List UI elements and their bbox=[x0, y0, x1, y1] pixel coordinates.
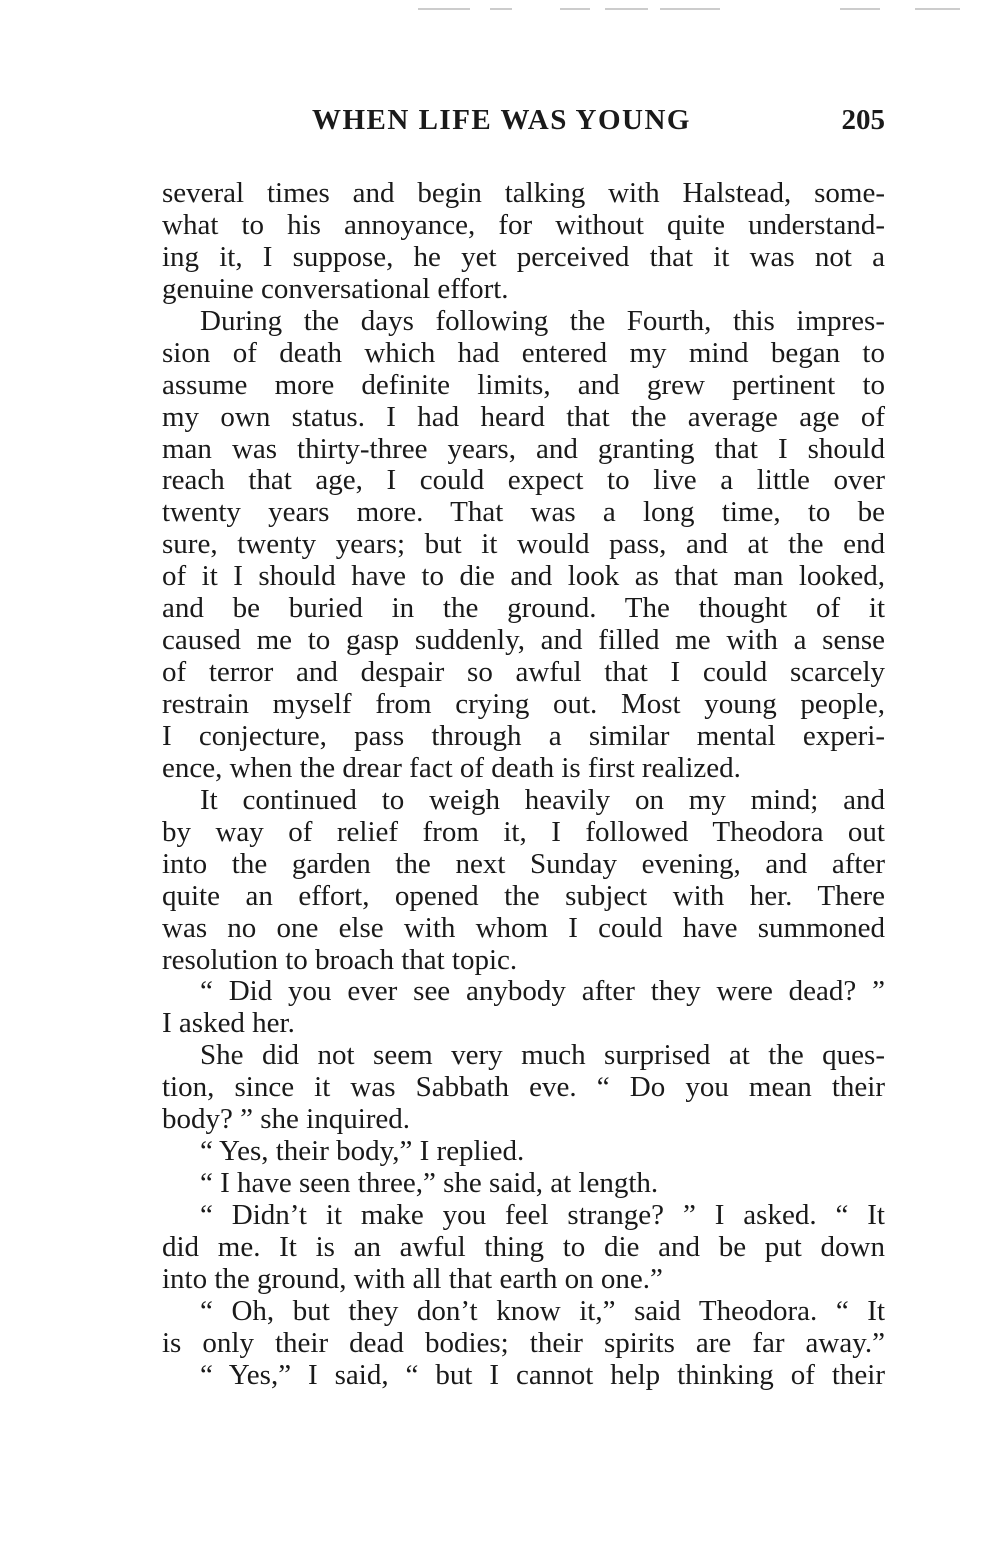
text-line: into the garden the next Sunday evening, and after bbox=[162, 847, 885, 880]
text-line: genuine conversational effort. bbox=[162, 272, 509, 305]
text-line: assume more definite limits, and grew pertinent to bbox=[162, 368, 885, 401]
text-line: reach that age, I could expect to live a little over bbox=[162, 464, 885, 497]
text-line: I asked her. bbox=[162, 1007, 295, 1040]
text-line: She did not seem very much surprised at the ques- bbox=[200, 1039, 885, 1072]
text-line: into the ground, with all that earth on one.” bbox=[162, 1262, 663, 1295]
text-line: “ Yes, their body,” I replied. bbox=[200, 1135, 525, 1168]
text-line: “ Did you ever see anybody after they were dead? ” bbox=[200, 975, 885, 1008]
text-line: sure, twenty years; but it would pass, and at the end bbox=[162, 528, 885, 561]
text-line: During the days following the Fourth, this impres- bbox=[200, 304, 885, 337]
running-head: WHEN LIFE WAS YOUNG bbox=[312, 104, 691, 136]
text-line: “ Oh, but they don’t know it,” said Theodora. “ It bbox=[200, 1294, 885, 1327]
text-line: what to his annoyance, for without quite understand- bbox=[162, 208, 885, 241]
text-line: sion of death which had entered my mind began to bbox=[162, 336, 885, 369]
text-line: twenty years more. That was a long time, to be bbox=[162, 496, 885, 529]
text-line: my own status. I had heard that the average age of bbox=[162, 400, 885, 433]
text-line: resolution to broach that topic. bbox=[162, 943, 518, 976]
text-line: quite an effort, opened the subject with her. There bbox=[162, 879, 885, 912]
scan-edge-marks bbox=[0, 0, 1000, 20]
text-line: tion, since it was Sabbath eve. “ Do you mean their bbox=[162, 1071, 885, 1104]
text-line: and be buried in the ground. The thought of it bbox=[162, 592, 885, 625]
text-line: “ I have seen three,” she said, at length. bbox=[200, 1167, 659, 1200]
text-line: was no one else with whom I could have summoned bbox=[162, 911, 885, 944]
text-line: caused me to gasp suddenly, and filled me with a sense bbox=[162, 624, 885, 657]
text-line: man was thirty-three years, and granting that I should bbox=[162, 432, 885, 465]
text-line: I conjecture, pass through a similar mental experi- bbox=[162, 719, 885, 752]
page-number: 205 bbox=[841, 104, 885, 136]
text-line: body? ” she inquired. bbox=[162, 1103, 411, 1136]
page-header bbox=[160, 104, 885, 148]
text-line: ence, when the drear fact of death is first realized. bbox=[162, 751, 741, 784]
body-text bbox=[162, 178, 885, 1392]
text-line: by way of relief from it, I followed Theodora out bbox=[162, 815, 885, 848]
text-line: “ Didn’t it make you feel strange? ” I asked. “ It bbox=[200, 1199, 885, 1231]
text-line: restrain myself from crying out. Most young people, bbox=[162, 688, 885, 720]
text-line: “ Yes,” I said, “ but I cannot help thinking of their bbox=[200, 1358, 885, 1391]
text-line: of it I should have to die and look as that man looked, bbox=[162, 560, 885, 593]
text-line: is only their dead bodies; their spirits are far away.” bbox=[162, 1326, 885, 1359]
text-line: of terror and despair so awful that I could scarcely bbox=[162, 656, 885, 689]
text-line: did me. It is an awful thing to die and be put down bbox=[162, 1230, 885, 1263]
text-line: ing it, I suppose, he yet perceived that it was not a bbox=[162, 240, 885, 273]
text-line: It continued to weigh heavily on my mind; and bbox=[200, 783, 885, 816]
text-line: several times and begin talking with Halstead, some- bbox=[162, 177, 885, 209]
